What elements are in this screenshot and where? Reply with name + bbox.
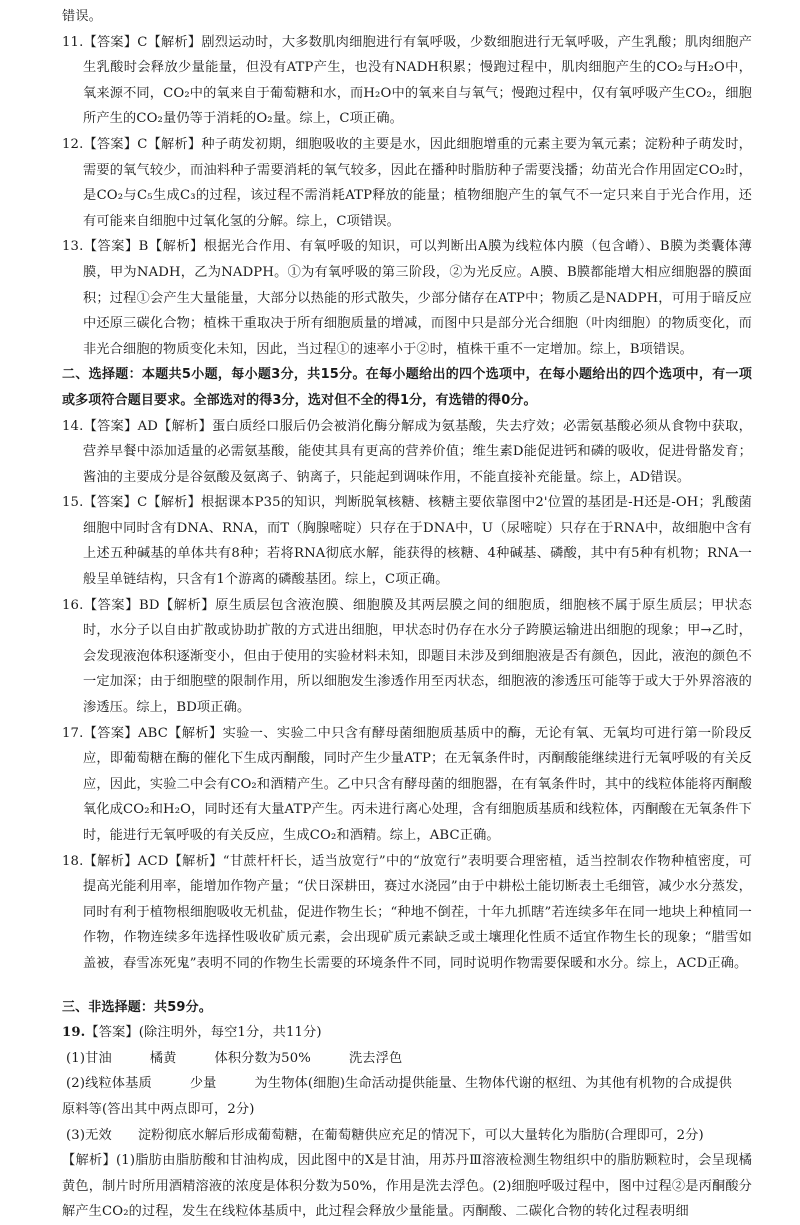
q19-heading-text: 【答案】(除注明外，每空1分，共11分)	[85, 1025, 322, 1041]
q19-a2-blank-2: 少量	[189, 1076, 217, 1092]
answer-item-15: 15.【答案】C【解析】根据课本P35的知识，判断脱氧核糖、核糖主要依靠图中2'位置的基团是-H还是-OH；乳酸菌细胞中同时含有DNA、RNA，而T（胸腺嘧啶）只存在于DNA中，U（尿嘧啶）只存在于RNA中，故细胞中含有上述五种碱基的单体共有8种；若将RNA彻底水解，能获得的核糖、4种碱基、磷酸，其中有5种有机物；RNA一般呈单链结构，只含有1个游离的磷酸基团。综上，C项正确。	[62, 495, 752, 588]
q19-a1-blank-4: 洗去浮色	[348, 1050, 403, 1066]
q19-a3-blank-1: (3)无效	[66, 1127, 112, 1143]
answer-item-16: 16.【答案】BD【解析】原生质层包含液泡膜、细胞膜及其两层膜之间的细胞质，细胞核不属于原生质层；甲状态时，水分子以自由扩散或协助扩散的方式进出细胞，甲状态时仍存在水分子跨膜运输进出细胞的现象；甲→乙时，会发现液泡体积逐渐变小，但由于使用的实验材料未知，即题目未涉及到细胞液是否有颜色，因此，液泡的颜色不一定加深；由于细胞壁的限制作用，所以细胞发生渗透作用至丙状态，细胞液的渗透压可能等于或大于外界溶液的渗透压。综上，BD项正确。	[62, 597, 752, 716]
q19-answer-2-cont: 原料等(答出其中两点即可，2分)	[62, 1101, 255, 1117]
answer-item-14: 14.【答案】AD【解析】蛋白质经口服后仍会被消化酶分解成为氨基酸，失去疗效；必需氨基酸必须从食物中获取，营养早餐中添加适量的必需氨基酸，能使其具有更高的营养价值；维生素D能促进钙和磷的吸收，促进骨骼发育；酱油的主要成分是谷氨酸及氨离子、钠离子，只能起到调味作用，不能直接补充能量。综上，AD错误。	[62, 418, 752, 485]
q19-answer-3	[62, 1123, 752, 1149]
q19-a1-blank-2: 橘黄	[149, 1050, 177, 1066]
q19-a1-blank-3: 体积分数为50%	[214, 1050, 311, 1066]
question-19-answers	[62, 1020, 752, 1225]
q19-a1-blank-1: (1)甘油	[66, 1050, 112, 1066]
answer-item-13: 13.【答案】B【解析】根据光合作用、有氧呼吸的知识，可以判断出A膜为线粒体内膜（包含嵴）、B膜为类囊体薄膜，甲为NADH，乙为NADPH。①为有氧呼吸的第三阶段，②为光反应。A膜、B膜都能增大相应细胞器的膜面积；过程①会产生大量能量，大部分以热能的形式散失，少部分储存在ATP中；物质乙是NADPH，可用于暗反应中还原三碳化合物；植株干重取决于所有细胞质量的增减，而图中只是部分光合细胞（叶肉细胞）的物质变化，而非光合细胞的物质变化未知，因此，当过程①的速率小于②时，植株干重不一定增加。综上，B项错误。	[62, 239, 752, 357]
q19-a2-blank-3: 为生物体(细胞)生命活动提供能量、生物体代谢的枢纽、为其他有机物的合成提供	[254, 1076, 732, 1092]
section-heading-non-choice: 三、非选择题：共59分。	[62, 999, 212, 1015]
q19-answer-1	[62, 1046, 752, 1072]
q19-answer-2	[62, 1071, 752, 1097]
continuation-text: 错误。	[62, 9, 103, 24]
answer-item-17: 17.【答案】ABC【解析】实验一、实验二中只含有酵母菌细胞质基质中的酶，无论有氧、无氧均可进行第一阶段反应，即葡萄糖在酶的催化下生成丙酮酸，同时产生少量ATP；在无氧条件时，丙酮酸能继续进行无氧呼吸的有关反应，因此，实验二中会有CO₂和酒精产生。乙中只含有酵母菌的细胞器，在有氧条件时，其中的线粒体能将丙酮酸氧化成CO₂和H₂O，同时还有大量ATP产生。丙未进行离心处理，含有细胞质基质和线粒体，丙酮酸在无氧条件下时，能进行无氧呼吸的有关反应，生成CO₂和酒精。综上，ABC正确。	[62, 725, 752, 843]
q19-number: 19.	[62, 1025, 86, 1041]
q19-heading	[62, 1020, 752, 1046]
q19-a2-blank-1: (2)线粒体基质	[66, 1076, 152, 1092]
answer-item-12: 12.【答案】C【解析】种子萌发初期，细胞吸收的主要是水，因此细胞增重的元素主要为氧元素；淀粉种子萌发时，需要的氧气较少，而油料种子需要消耗的氧气较多，因此在播种时脂肪种子需要浅播；幼苗光合作用固定CO₂时，是CO₂与C₅生成C₃的过程，该过程不需消耗ATP释放的能量；植物细胞产生的氧气不一定只来自于光合作用，还有可能来自细胞中过氧化氢的分解。综上，C项错误。	[62, 136, 752, 229]
answer-item-11: 11.【答案】C【解析】剧烈运动时，大多数肌肉细胞进行有氧呼吸，少数细胞进行无氧呼吸，产生乳酸；肌肉细胞产生乳酸时会释放少量能量，但没有ATP产生，也没有NADH积累；慢跑过程中，肌肉细胞产生的CO₂与H₂O中，氧来源不同，CO₂中的氧来自于葡萄糖和水，而H₂O中的氧来自与氧气；慢跑过程中，仅有氧呼吸产生CO₂，细胞所产生的CO₂量仍等于消耗的O₂量。综上，C项正确。	[62, 34, 752, 127]
q19-analysis: 【解析】(1)脂肪由脂肪酸和甘油构成，因此图中的X是甘油，用苏丹Ⅲ溶液检测生物组织中的脂肪颗粒时，会呈现橘黄色，制片时所用酒精溶液的浓度是体积分数为50%，作用是洗去浮色。(2)细胞呼吸过程中，图中过程②是丙酮酸分解产生CO₂的过程，发生在线粒体基质中，此过程会释放少量能量。丙酮酸、二碳化合物的转化过程表明细	[62, 1153, 752, 1220]
section-heading-multiple-choice: 二、选择题：本题共5小题，每小题3分，共15分。在每小题给出的四个选项中，在每小题给出的四个选项中，有一项或多项符合题目要求。全部选对的得3分，选对但不全的得1分，有选错的得0分。	[62, 367, 752, 408]
answer-item-18: 18.【解析】ACD【解析】“甘蔗杆杆长，适当放宽行”中的“放宽行”表明要合理密植，适当控制农作物种植密度，可提高光能利用率，能增加作物产量；“伏日深耕田，赛过水浇园”由于中耕松土能切断表土毛细管，减少水分蒸发，同时有利于植物根细胞吸收无机盐，促进作物生长；“种地不倒茬，十年九抓瞎”若连续多年在同一地块上种植同一作物，作物连续多年选择性吸收矿质元素，会出现矿质元素缺乏或土壤理化性质不适宜作物生长的现象；“腊雪如盖被，春雪冻死鬼”表明不同的作物生长需要的环境条件不同，同时说明作物需要保暖和水分。综上，ACD正确。	[62, 853, 752, 971]
q19-a3-blank-2: 淀粉彻底水解后形成葡萄糖，在葡萄糖供应充足的情况下，可以大量转化为脂肪(合理即可，2分)	[137, 1127, 704, 1143]
